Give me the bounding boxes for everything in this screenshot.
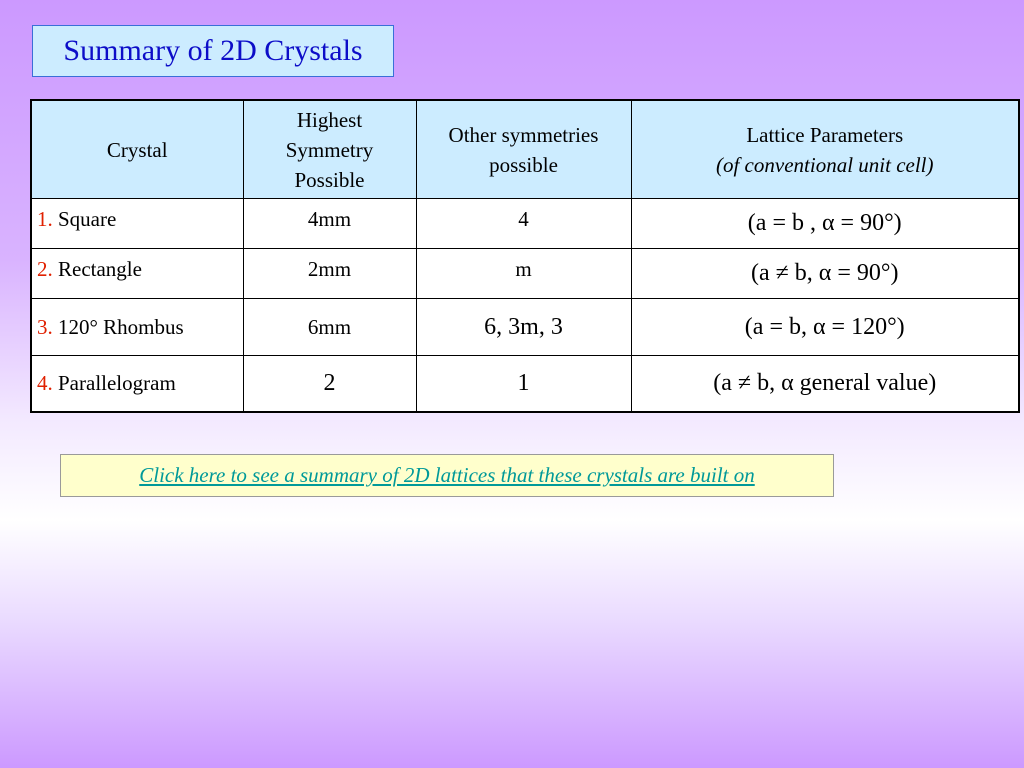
header-lattice-parameters: Lattice Parameters (of conventional unit cell) <box>631 100 1019 199</box>
row-number: 4. <box>37 371 53 395</box>
header-other-symmetries: Other symmetries possible <box>416 100 631 199</box>
crystal-name-cell: 1. Square <box>31 199 243 249</box>
highest-symmetry-cell: 2 <box>243 356 416 413</box>
crystal-summary-table <box>30 99 1020 413</box>
crystal-name-cell: 4. Parallelogram <box>31 356 243 413</box>
other-symmetries-cell: 6, 3m, 3 <box>416 299 631 356</box>
other-symmetries-cell: 1 <box>416 356 631 413</box>
lattice-parameters-cell: (a = b , α = 90°) <box>631 199 1019 249</box>
header-lattice-note: (of conventional unit cell) <box>715 152 934 177</box>
highest-symmetry-cell: 4mm <box>243 199 416 249</box>
table-row <box>31 249 1019 299</box>
slide-title-box <box>32 25 394 77</box>
table-row <box>31 356 1019 413</box>
lattices-summary-link[interactable]: Click here to see a summary of 2D lattices that these crystals are built on <box>139 463 755 487</box>
highest-symmetry-cell: 6mm <box>243 299 416 356</box>
row-number: 1. <box>37 207 53 231</box>
other-symmetries-cell: m <box>416 249 631 299</box>
header-highest-symmetry: Highest Symmetry Possible <box>243 100 416 199</box>
lattice-parameters-cell: (a ≠ b, α general value) <box>631 356 1019 413</box>
lattices-link-box <box>60 454 834 497</box>
slide-title: Summary of 2D Crystals <box>63 34 363 67</box>
table-row <box>31 199 1019 249</box>
table-header-row <box>31 100 1019 199</box>
row-number: 3. <box>37 314 53 339</box>
lattice-parameters-cell: (a = b, α = 120°) <box>631 299 1019 356</box>
row-number: 2. <box>37 257 53 281</box>
other-symmetries-cell: 4 <box>416 199 631 249</box>
crystal-name-cell: 2. Rectangle <box>31 249 243 299</box>
lattice-parameters-cell: (a ≠ b, α = 90°) <box>631 249 1019 299</box>
highest-symmetry-cell: 2mm <box>243 249 416 299</box>
header-crystal: Crystal <box>31 100 243 199</box>
table-row <box>31 299 1019 356</box>
crystal-name-cell: 3. 120° Rhombus <box>31 299 243 356</box>
